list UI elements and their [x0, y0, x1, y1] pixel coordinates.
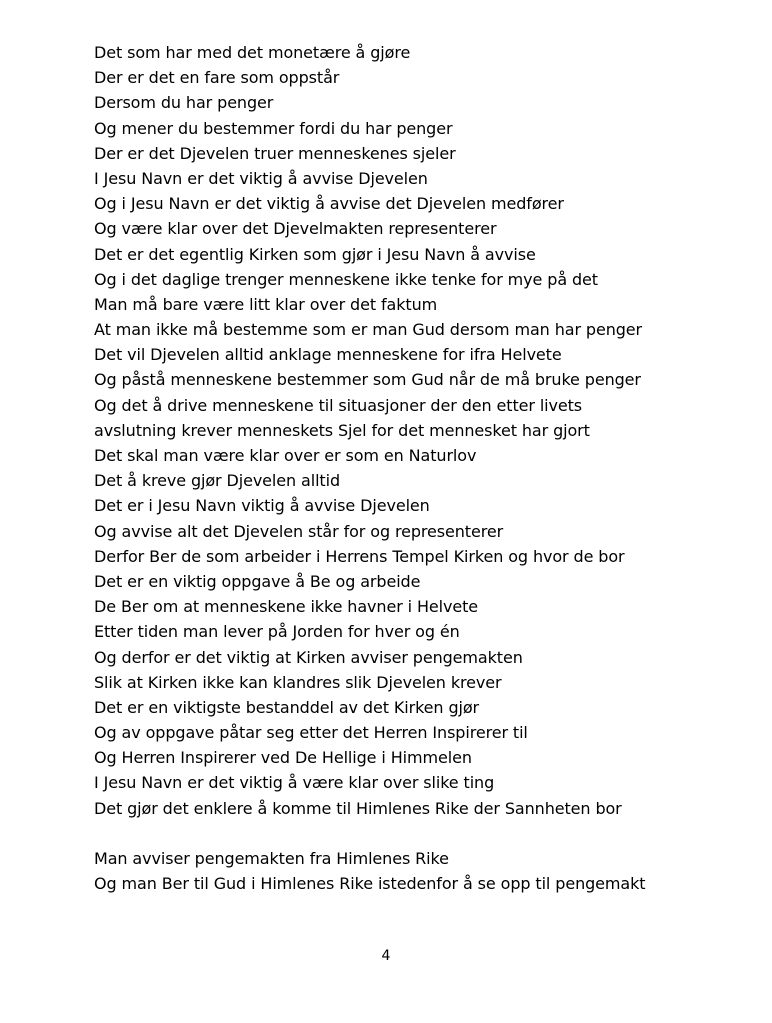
- text-line: Og man Ber til Gud i Himlenes Rike istedenfor å se opp til pengemakt: [94, 874, 646, 894]
- text-line: Det er en viktigste bestanddel av det Kirken gjør: [94, 697, 480, 717]
- text-line: Det som har med det monetære å gjøre: [94, 43, 411, 62]
- body-text: [94, 40, 754, 896]
- text-line: Og mener du bestemmer fordi du har penger: [94, 118, 453, 138]
- paragraph-spacer: [94, 821, 754, 846]
- text-line: Og det å drive menneskene til situasjoner der den etter livets: [94, 395, 583, 415]
- page-number: 4: [381, 948, 391, 964]
- text-line: Slik at Kirken ikke kan klandres slik Djevelen krever: [94, 672, 502, 692]
- text-line: Det gjør det enklere å komme til Himlenes Rike der Sannheten bor: [94, 798, 622, 818]
- paragraph-2: [94, 846, 754, 896]
- text-line: avslutning krever menneskets Sjel for det mennesket har gjort: [94, 420, 590, 440]
- text-line: Man må bare være litt klar over det faktum: [94, 294, 438, 314]
- text-line: At man ikke må bestemme som er man Gud dersom man har penger: [94, 320, 643, 340]
- text-line: Og i Jesu Navn er det viktig å avvise det Djevelen medfører: [94, 194, 564, 214]
- text-line: Og derfor er det viktig at Kirken avviser pengemakten: [94, 647, 523, 667]
- text-line: Det vil Djevelen alltid anklage menneskene for ifra Helvete: [94, 345, 562, 365]
- text-line: Det er en viktig oppgave å Be og arbeide: [94, 571, 421, 591]
- text-line: Og være klar over det Djevelmakten representerer: [94, 219, 497, 239]
- text-line: Og i det daglige trenger menneskene ikke tenke for mye på det: [94, 269, 598, 289]
- text-line: Derfor Ber de som arbeider i Herrens Tempel Kirken og hvor de bor: [94, 546, 625, 566]
- text-line: Det å kreve gjør Djevelen alltid: [94, 471, 341, 491]
- text-line: Man avviser pengemakten fra Himlenes Rike: [94, 849, 449, 868]
- text-line: Det skal man være klar over er som en Naturlov: [94, 446, 477, 465]
- text-line: De Ber om at menneskene ikke havner i Helvete: [94, 597, 479, 617]
- text-line: Og Herren Inspirerer ved De Hellige i Himmelen: [94, 748, 472, 768]
- text-line: Etter tiden man lever på Jorden for hver og én: [94, 622, 460, 642]
- text-line: Det er det egentlig Kirken som gjør i Jesu Navn å avvise: [94, 244, 536, 264]
- text-line: Det er i Jesu Navn viktig å avvise Djevelen: [94, 496, 430, 516]
- text-line: Dersom du har penger: [94, 93, 274, 113]
- paragraph-1: [94, 40, 754, 821]
- text-line: Der er det Djevelen truer menneskenes sjeler: [94, 143, 456, 163]
- text-line: I Jesu Navn er det viktig å avvise Djevelen: [94, 168, 428, 188]
- text-line: Der er det en fare som oppstår: [94, 68, 340, 88]
- text-line: Og av oppgave påtar seg etter det Herren Inspirerer til: [94, 723, 528, 743]
- text-line: Og påstå menneskene bestemmer som Gud når de må bruke penger: [94, 370, 641, 390]
- text-line: Og avvise alt det Djevelen står for og representerer: [94, 521, 504, 541]
- text-line: I Jesu Navn er det viktig å være klar over slike ting: [94, 773, 495, 793]
